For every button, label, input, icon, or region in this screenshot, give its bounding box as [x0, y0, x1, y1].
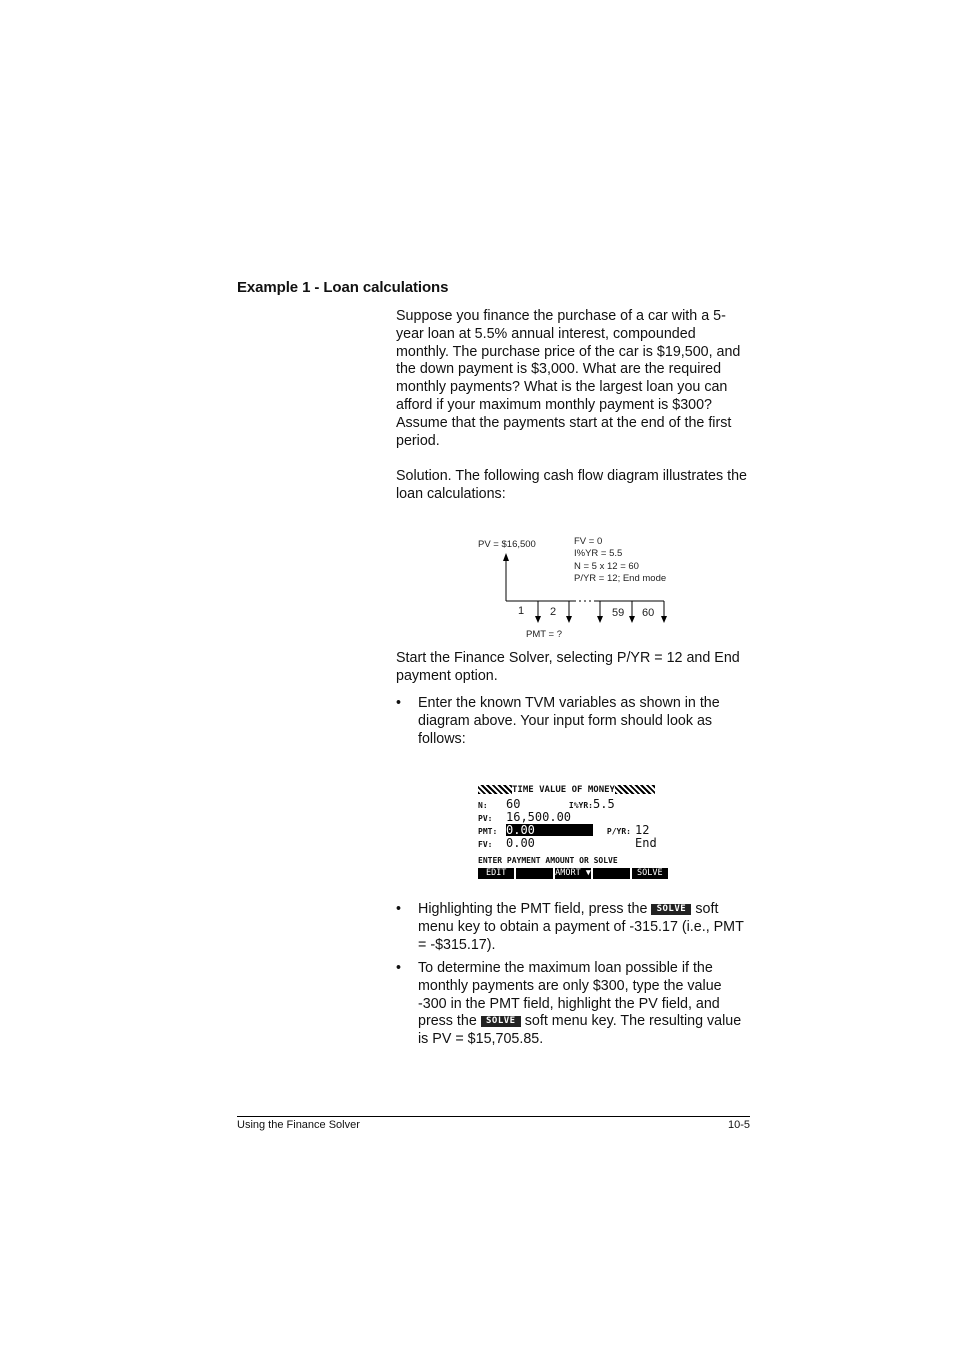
pv-arrow-head	[503, 553, 509, 561]
i-field-label: I%YR:	[568, 801, 593, 810]
solve-key-icon: SOLVE	[651, 904, 691, 915]
bullet3-text-b: soft menu key. The resulting value is PV = $15,705.85.	[418, 1013, 742, 1048]
solution-paragraph: Solution. The following cash flow diagram illustrates the loan calculations:	[396, 468, 747, 502]
screen-title: TIME VALUE OF MONEY	[512, 785, 615, 795]
menu-solve-key[interactable]: SOLVE	[632, 868, 668, 879]
menu-amort-key[interactable]: AMORT ▼	[555, 868, 591, 878]
tick-1: 1	[518, 605, 525, 617]
mode-field[interactable]: End	[635, 836, 657, 850]
menu-blank-key-1[interactable]	[516, 868, 552, 879]
pyr-field-label: P/YR:	[606, 827, 631, 836]
pyr-label: P/YR = 12; End mode	[574, 573, 667, 584]
menu-edit-key[interactable]: EDIT	[478, 868, 514, 879]
pmt-field-label: PMT:	[478, 827, 498, 836]
bullet2-text-a: Highlighting the PMT field, press the	[418, 901, 648, 917]
fv-field[interactable]: 0.00	[506, 836, 535, 850]
pv-field[interactable]: 16,500.00	[506, 810, 572, 824]
pmt-field[interactable]: 0.00	[506, 824, 593, 836]
footer-page-number: 10-5	[727, 1119, 750, 1131]
footer-section-title: Using the Finance Solver	[237, 1119, 360, 1131]
screen-row-pmt	[478, 824, 649, 838]
n-field[interactable]: 60	[506, 797, 521, 811]
i-field[interactable]: 5.5	[593, 797, 615, 811]
bullet-dot: •	[396, 695, 402, 711]
n-label: N = 5 x 12 = 60	[574, 561, 639, 572]
checker-pattern-left	[478, 785, 512, 794]
pv-field-label: PV:	[478, 814, 493, 823]
bullet2-text-b: soft menu key to obtain a payment of -315.17 (i.e., PMT = -$315.17).	[418, 901, 744, 953]
pyr-field[interactable]: 12	[635, 823, 650, 837]
section-heading: Example 1 - Loan calculations	[237, 279, 449, 296]
menu-blank-key-2[interactable]	[593, 868, 629, 879]
bullet-text: Enter the known TVM variables as shown in the diagram above. Your input form should look as follows:	[418, 695, 720, 747]
cash-flow-diagram	[470, 530, 690, 650]
soft-menu-bar	[478, 868, 668, 879]
bullet-text	[418, 960, 752, 1049]
screen-prompt: ENTER PAYMENT AMOUNT OR SOLVE	[478, 856, 618, 865]
n-field-label: N:	[478, 801, 488, 810]
calculator-screen	[478, 784, 668, 880]
pmt-label: PMT = ?	[526, 629, 562, 640]
bullet-text	[418, 901, 752, 954]
solve-key-icon: SOLVE	[481, 1016, 521, 1027]
tick-2: 2	[550, 606, 557, 618]
checker-pattern-right	[615, 785, 655, 794]
footer-rule	[237, 1116, 750, 1117]
screen-row-fv	[478, 837, 657, 851]
bullet-dot: •	[396, 901, 402, 917]
tick-59: 59	[612, 607, 625, 619]
bullet-dot: •	[396, 960, 402, 976]
bullet3-text-a: To determine the maximum loan possible if the monthly payments are only $300, type the value -300 in the PMT field, highlight the PV field, and press the	[418, 960, 722, 1030]
fv-field-label: FV:	[478, 840, 493, 849]
rate-label: I%YR = 5.5	[574, 548, 623, 559]
tick-60: 60	[642, 607, 655, 619]
fv-label: FV = 0	[574, 536, 603, 547]
start-paragraph: Start the Finance Solver, selecting P/YR = 12 and End payment option.	[396, 650, 740, 684]
pv-label: PV = $16,500	[478, 539, 536, 550]
screen-title-row	[478, 784, 655, 796]
intro-paragraph: Suppose you finance the purchase of a car with a 5-year loan at 5.5% annual interest, compounded monthly. The purchase price of the car is $19,500, and the down payment is $3,000. What are the required monthly payments? What is the largest loan you can afford if your maximum monthly payment is $300? Assume that the payments start at the end of the first period.	[396, 308, 741, 449]
